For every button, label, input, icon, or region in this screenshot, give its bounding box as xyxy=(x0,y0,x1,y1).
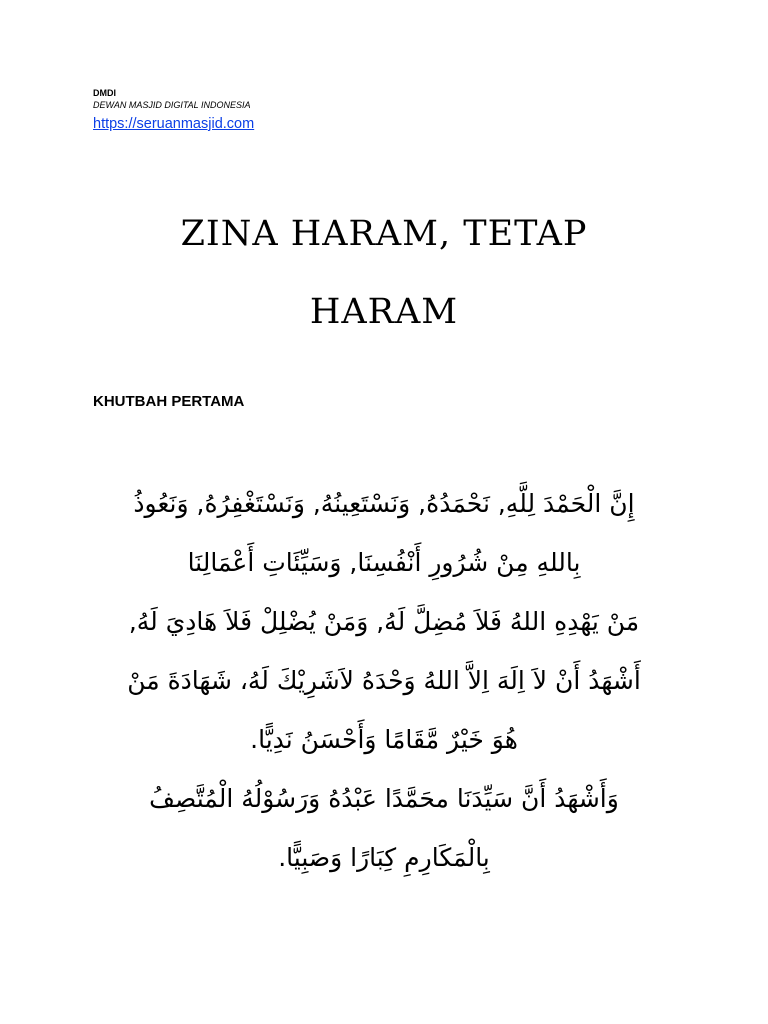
section-heading: KHUTBAH PERTAMA xyxy=(93,393,245,410)
document-title-line-2: HARAM xyxy=(309,292,459,332)
arabic-line: بِالْمَكَارِمِ كِبَارًا وَصَبِيًّا. xyxy=(278,843,490,872)
arabic-line: أَشْهَدُ أَنْ لاَ اِلَهَ اِلاَّ اللهُ وَحْدَهُ لاَشَرِيْكَ لَهُ، شَهَادَةَ مَنْ xyxy=(127,666,641,695)
arabic-line: إِنَّ الْحَمْدَ لِلَّهِ, نَحْمَدُهُ, وَنَسْتَعِينُهُ, وَنَسْتَغْفِرُهُ, وَنَعُوذُ xyxy=(133,489,635,518)
arabic-opening-text xyxy=(90,474,678,887)
org-full-name: DEWAN MASJID DIGITAL INDONESIA xyxy=(93,100,251,110)
website-link[interactable]: https://seruanmasjid.com xyxy=(93,116,255,132)
arabic-line: وَأَشْهَدُ أَنَّ سَيِّدَنَا محَمَّدًا عَبْدُهُ وَرَسُوْلُهُ الْمُتَّصِفُ xyxy=(149,784,619,813)
arabic-line: هُوَ خَيْرٌ مَّقَامًا وَأَحْسَنُ نَدِيًّا. xyxy=(250,725,518,754)
arabic-line: مَنْ يَهْدِهِ اللهُ فَلاَ مُضِلَّ لَهُ, وَمَنْ يُضْلِلْ فَلاَ هَادِيَ لَهُ, xyxy=(128,607,640,636)
org-abbreviation: DMDI xyxy=(93,88,116,98)
document-title-line-1: ZINA HARAM, TETAP xyxy=(180,214,588,254)
arabic-line: بِاللهِ مِنْ شُرُورِ أَنْفُسِنَا, وَسَيِّئَاتِ أَعْمَالِنَا xyxy=(187,548,581,577)
